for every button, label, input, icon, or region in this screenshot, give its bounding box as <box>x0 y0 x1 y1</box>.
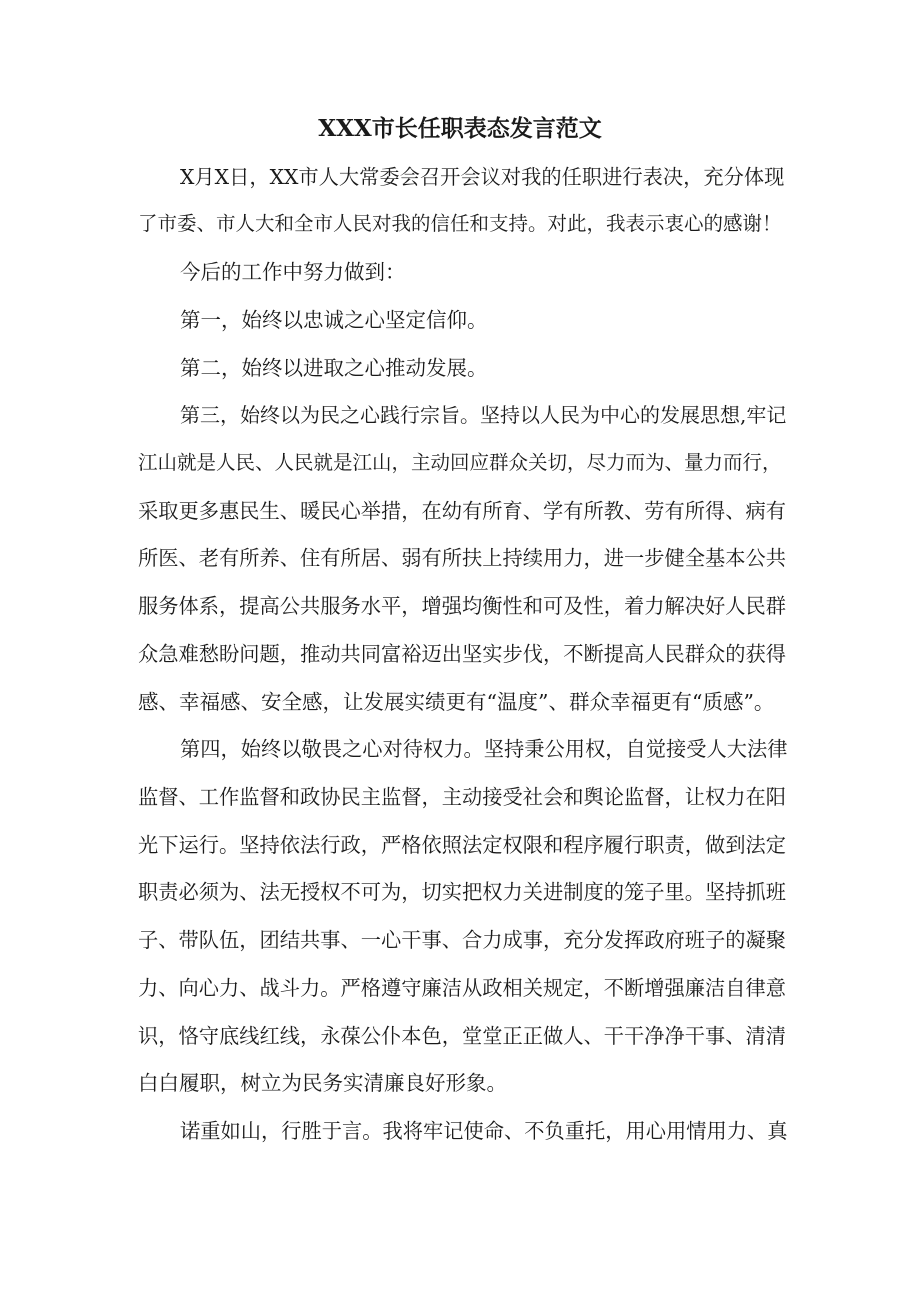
paragraph-line: 第三，始终以为民之心践行宗旨。坚持以人民为中心的发展思想,牢记 <box>180 403 787 427</box>
paragraph-line: 职责必须为、法无授权不可为，切实把权力关进制度的笼子里。坚持抓班 <box>138 880 787 904</box>
paragraph-line: 力、向心力、战斗力。严格遵守廉洁从政相关规定，不断增强廉洁自律意 <box>138 976 787 1000</box>
document-title: XXX市长任职表态发言范文 <box>318 115 602 142</box>
paragraph-line: 服务体系，提高公共服务水平，增强均衡性和可及性，着力解决好人民群 <box>138 594 787 618</box>
paragraph-line: 采取更多惠民生、暖民心举措，在幼有所育、学有所教、劳有所得、病有 <box>138 499 787 523</box>
paragraph-line: 识，恪守底线红线，永葆公仆本色，堂堂正正做人、干干净净干事、清清 <box>138 1024 787 1048</box>
paragraph-line: 今后的工作中努力做到： <box>180 260 406 284</box>
paragraph-line: 第一，始终以忠诚之心坚定信仰。 <box>180 308 488 332</box>
paragraph-line: 监督、工作监督和政协民主监督，主动接受社会和舆论监督，让权力在阳 <box>138 785 787 809</box>
paragraph-line: X月X日，XX市人大常委会召开会议对我的任职进行表决，充分体现 <box>180 165 785 189</box>
paragraph-line: 了市委、市人大和全市人民对我的信任和支持。对此，我表示衷心的感谢！ <box>138 212 782 235</box>
paragraph-line: 江山就是人民、人民就是江山，主动回应群众关切，尽力而为、量力而行， <box>138 451 782 474</box>
paragraph-line: 白白履职，树立为民务实清廉良好形象。 <box>138 1071 507 1095</box>
paragraph-line: 诺重如山，行胜于言。我将牢记使命、不负重托，用心用情用力、真 <box>180 1119 788 1143</box>
paragraph-line: 子、带队伍，团结共事、一心干事、合力成事，充分发挥政府班子的凝聚 <box>138 928 787 952</box>
paragraph-line: 众急难愁盼问题，推动共同富裕迈出坚实步伐，不断提高人民群众的获得 <box>138 642 787 666</box>
paragraph-line: 第四，始终以敬畏之心对待权力。坚持秉公用权，自觉接受人大法律 <box>180 737 788 761</box>
paragraph-line: 所医、老有所养、住有所居、弱有所扶上持续用力，进一步健全基本公共 <box>138 546 787 570</box>
paragraph-line: 光下运行。坚持依法行政，严格依照法定权限和程序履行职责，做到法定 <box>138 833 787 857</box>
paragraph-line: 第二，始终以进取之心推动发展。 <box>180 356 488 380</box>
paragraph-line: 感、幸福感、安全感，让发展实绩更有“温度”、群众幸福更有“质感”。 <box>138 690 775 714</box>
